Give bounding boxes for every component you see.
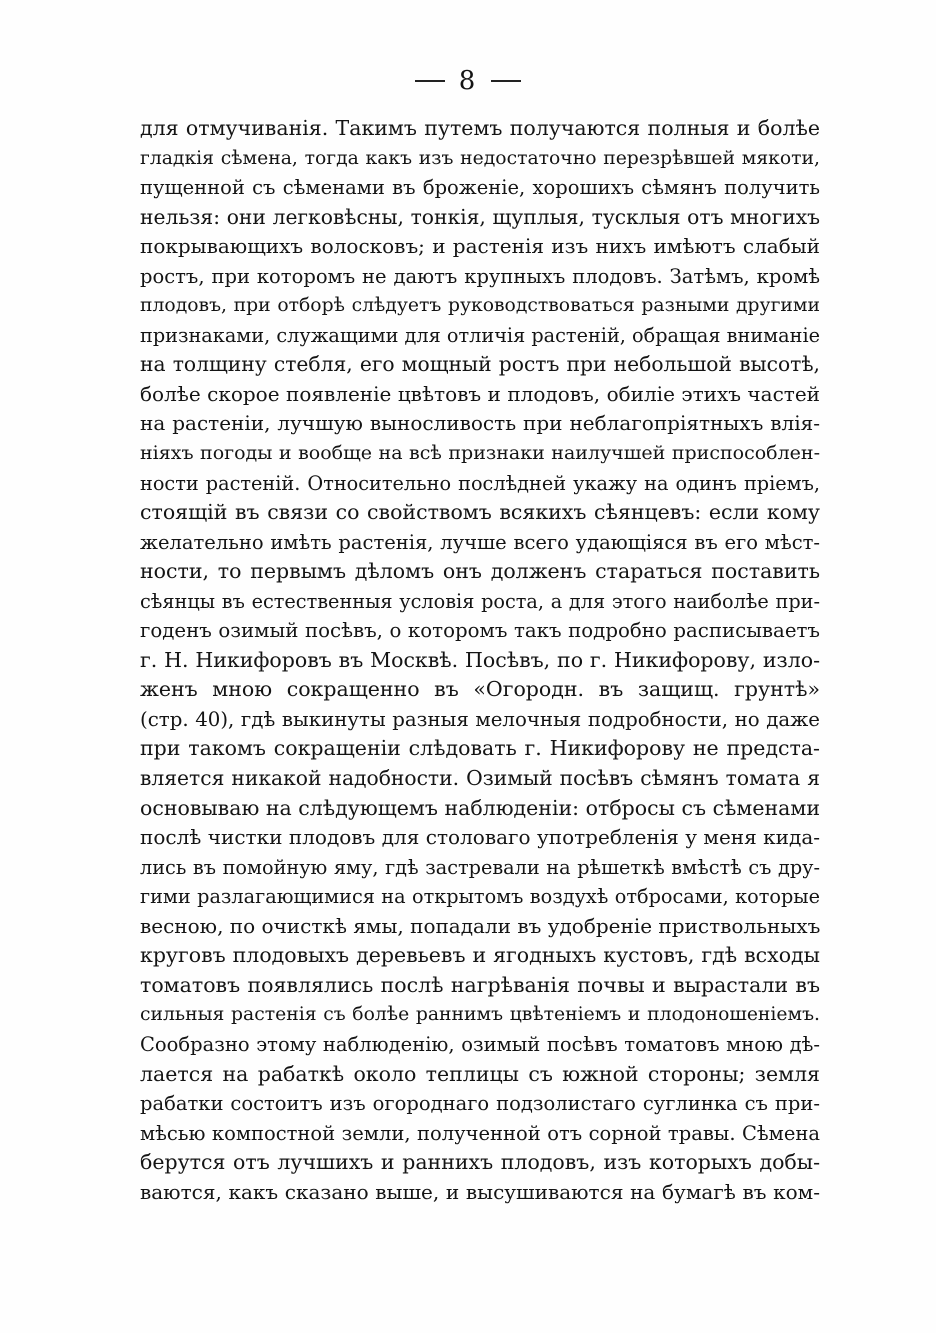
text-line: лись въ помойную яму, гдѣ застревали на рѣшеткѣ вмѣстѣ съ дру-	[140, 855, 820, 879]
text-line: томатовъ появлялись послѣ нагрѣванія почвы и вырастали въ	[140, 972, 820, 997]
text-line: при такомъ сокращеніи слѣдовать г. Никифорову не предста-	[140, 736, 820, 761]
text-line: (стр. 40), гдѣ выкинуты разныя мелочныя подробности, но даже	[140, 707, 820, 731]
text-line: круговъ плодовыхъ деревьевъ и ягодныхъ кустовъ, гдѣ всходы	[140, 943, 820, 968]
text-line: болѣе скорое появленіе цвѣтовъ и плодовъ, обиліе этихъ частей	[140, 381, 820, 406]
text-line: рабатки состоитъ изъ огороднаго подзолистаго суглинка съ при-	[140, 1092, 820, 1116]
text-line: гладкія сѣмена, тогда какъ изъ недостаточно перезрѣвшей мякоти,	[140, 147, 820, 169]
header-dash-right	[491, 80, 521, 82]
page-header	[0, 62, 936, 98]
text-line: ности, то первымъ дѣломъ онъ долженъ стараться поставить	[140, 559, 820, 584]
text-line: стоящій въ связи со свойствомъ всякихъ сѣянцевъ: если кому	[140, 500, 820, 525]
text-line: желательно имѣть растенія, лучше всего удающіяся въ его мѣст-	[140, 530, 820, 554]
body-text	[140, 114, 820, 1207]
text-line: г. Н. Никифоровъ въ Москвѣ. Посѣвъ, по г. Никифорову, изло-	[140, 647, 820, 672]
text-line: на толщину стебля, его мощный ростъ при небольшой высотѣ,	[140, 352, 820, 377]
text-line: для отмучиванія. Такимъ путемъ получаются полныя и болѣе	[140, 116, 820, 140]
header-dash-left	[415, 80, 445, 82]
text-line: нельзя: они легковѣсны, тонкія, щуплыя, тусклыя отъ многихъ	[140, 204, 820, 229]
text-line: послѣ чистки плодовъ для столоваго употребленія у меня кида-	[140, 825, 820, 850]
text-line: признаками, служащими для отличія растеній, обращая вниманіе	[140, 323, 820, 347]
text-line: ростъ, при которомъ не даютъ крупныхъ плодовъ. Затѣмъ, кромѣ	[140, 264, 820, 288]
text-line: ности растеній. Относительно послѣдней укажу на одинъ пріемъ,	[140, 471, 820, 495]
text-line: покрывающихъ волосковъ; и растенія изъ нихъ имѣютъ слабый	[140, 234, 820, 259]
text-line: лается на рабаткѣ около теплицы съ южной стороны; земля	[140, 1061, 820, 1086]
page-number: 8	[458, 66, 478, 96]
text-line: гими разлагающимися на открытомъ воздухѣ отбросами, которые	[140, 885, 820, 909]
text-line: годенъ озимый посѣвъ, о которомъ такъ подробно расписываетъ	[140, 619, 820, 643]
text-line: берутся отъ лучшихъ и раннихъ плодовъ, изъ которыхъ добы-	[140, 1150, 820, 1175]
text-line: сѣянцы въ естественныя условія роста, а для этого наиболѣе при-	[140, 589, 820, 613]
text-line: мѣсью компостной земли, полученной отъ сорной травы. Сѣмена	[140, 1121, 820, 1145]
text-line: Сообразно этому наблюденію, озимый посѣвъ томатовъ мною дѣ-	[140, 1032, 820, 1056]
text-line: вляется никакой надобности. Озимый посѣвъ сѣмянъ томата я	[140, 766, 820, 791]
text-line: весною, по очисткѣ ямы, попадали въ удобреніе приствольныхъ	[140, 913, 820, 938]
text-line: ніяхъ погоды и вообще на всѣ признаки наилучшей приспособлен-	[140, 442, 820, 465]
text-line: основываю на слѣдующемъ наблюденіи: отбросы съ сѣменами	[140, 795, 820, 820]
text-line: плодовъ, при отборѣ слѣдуетъ руководствоваться разными другими	[140, 295, 820, 317]
text-line: на растеніи, лучшую выносливость при неблагопріятныхъ влія-	[140, 411, 820, 436]
text-line: женъ мною сокращенно въ «Огородн. въ защищ. грунтѣ»	[140, 677, 820, 702]
text-line: пущенной съ сѣменами въ броженіе, хорошихъ сѣмянъ получить	[140, 176, 820, 200]
text-line: ваются, какъ сказано выше, и высушиваются на бумагѣ въ ком-	[140, 1179, 820, 1204]
text-line: сильныя растенія съ болѣе раннимъ цвѣтеніемъ и плодоношеніемъ.	[140, 1004, 820, 1026]
